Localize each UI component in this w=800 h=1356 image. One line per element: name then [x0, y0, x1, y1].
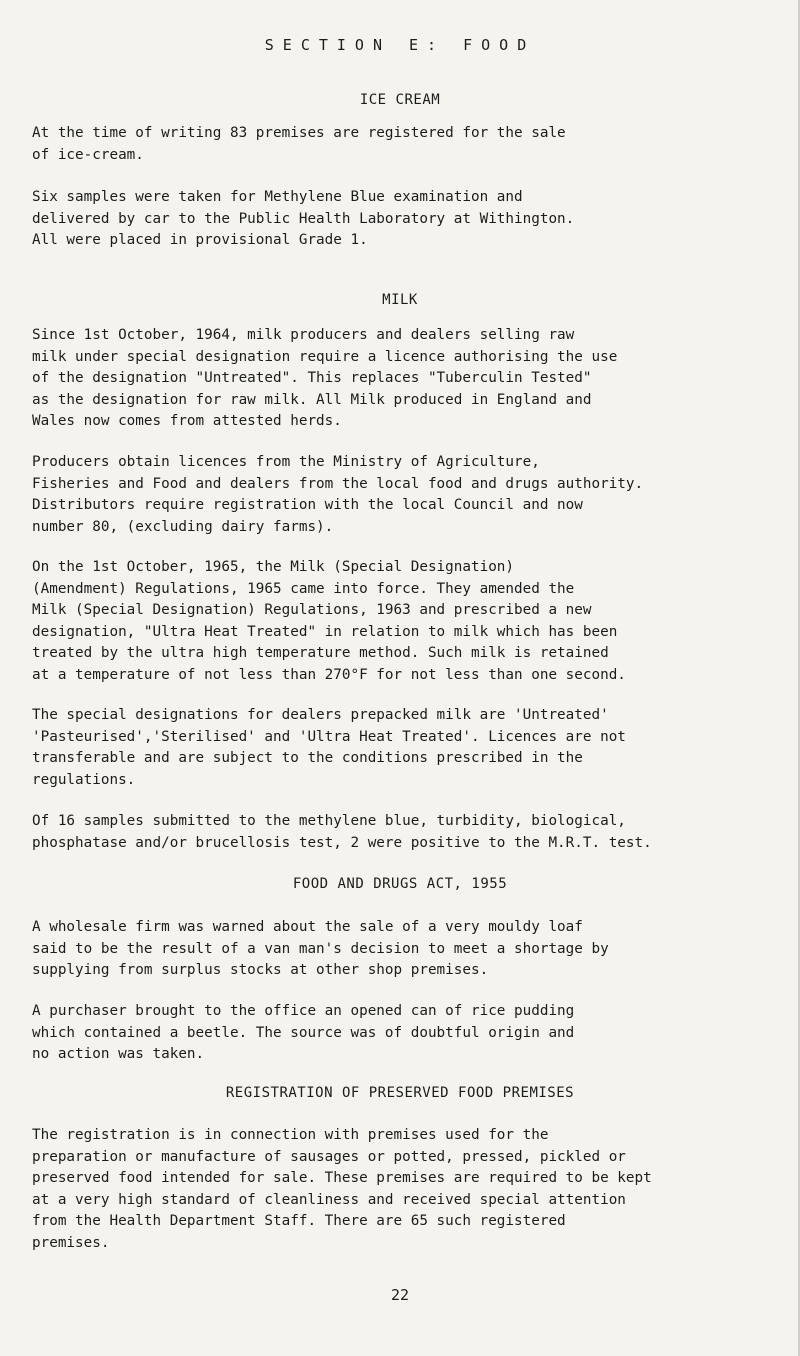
page-number: 22	[390, 1286, 410, 1304]
milk-paragraph-4: The special designations for dealers prepacked milk are 'Untreated' 'Pasteurised','Sterilised' and 'Ultra Heat Treated'. Licences are not transferable and are subject to the conditions prescribed in the regulations.	[32, 707, 626, 788]
section-title: SECTION E: FOOD	[264, 36, 536, 54]
preserved-food-heading: REGISTRATION OF PRESERVED FOOD PREMISES	[225, 1085, 575, 1101]
milk-heading: MILK	[382, 292, 418, 308]
food-drugs-heading: FOOD AND DRUGS ACT, 1955	[292, 876, 508, 892]
milk-paragraph-1: Since 1st October, 1964, milk producers and dealers selling raw milk under special designation require a licence authorising the use of the designation "Untreated". This replaces "Tuberculin Tested" as the designation for raw milk. All Milk produced in England and Wales now comes from attested herds.	[32, 327, 618, 429]
milk-paragraph-2: Producers obtain licences from the Ministry of Agriculture, Fisheries and Food and dealers from the local food and drugs authority. Distributors require registration with the local Council and now number 80, (excluding dairy farms).	[32, 454, 644, 535]
food-drugs-paragraph-1: A wholesale firm was warned about the sale of a very mouldy loaf said to be the result of a van man's decision to meet a shortage by supplying from surplus stocks at other shop premises.	[32, 919, 609, 978]
food-drugs-paragraph-2: A purchaser brought to the office an opened can of rice pudding which contained a beetle. The source was of doubtful origin and no action was taken.	[32, 1003, 575, 1062]
milk-paragraph-5: Of 16 samples submitted to the methylene blue, turbidity, biological, phosphatase and/or brucellosis test, 2 were positive to the M.R.T. test.	[32, 813, 652, 851]
ice-cream-heading: ICE CREAM	[359, 92, 441, 108]
preserved-food-paragraph-1: The registration is in connection with premises used for the preparation or manufacture of sausages or potted, pressed, pickled or preserved food intended for sale. These premises are required to be kept at a very high standard of cleanliness and received special attention from the Health Department Staff. There are 65 such registered premises.	[32, 1127, 652, 1251]
milk-paragraph-3: On the 1st October, 1965, the Milk (Special Designation) (Amendment) Regulations, 1965 came into force. They amended the Milk (Special Designation) Regulations, 1963 and prescribed a new designation, "Ultra Heat Treated" in relation to milk which has been treated by the ultra high temperature method. Such milk is retained at a temperature of not less than 270°F for not less than one second.	[32, 559, 626, 683]
ice-cream-paragraph-2: Six samples were taken for Methylene Blue examination and delivered by car to the Public Health Laboratory at Withington. All were placed in provisional Grade 1.	[32, 189, 575, 248]
ice-cream-paragraph-1: At the time of writing 83 premises are registered for the sale of ice-cream.	[32, 125, 566, 163]
